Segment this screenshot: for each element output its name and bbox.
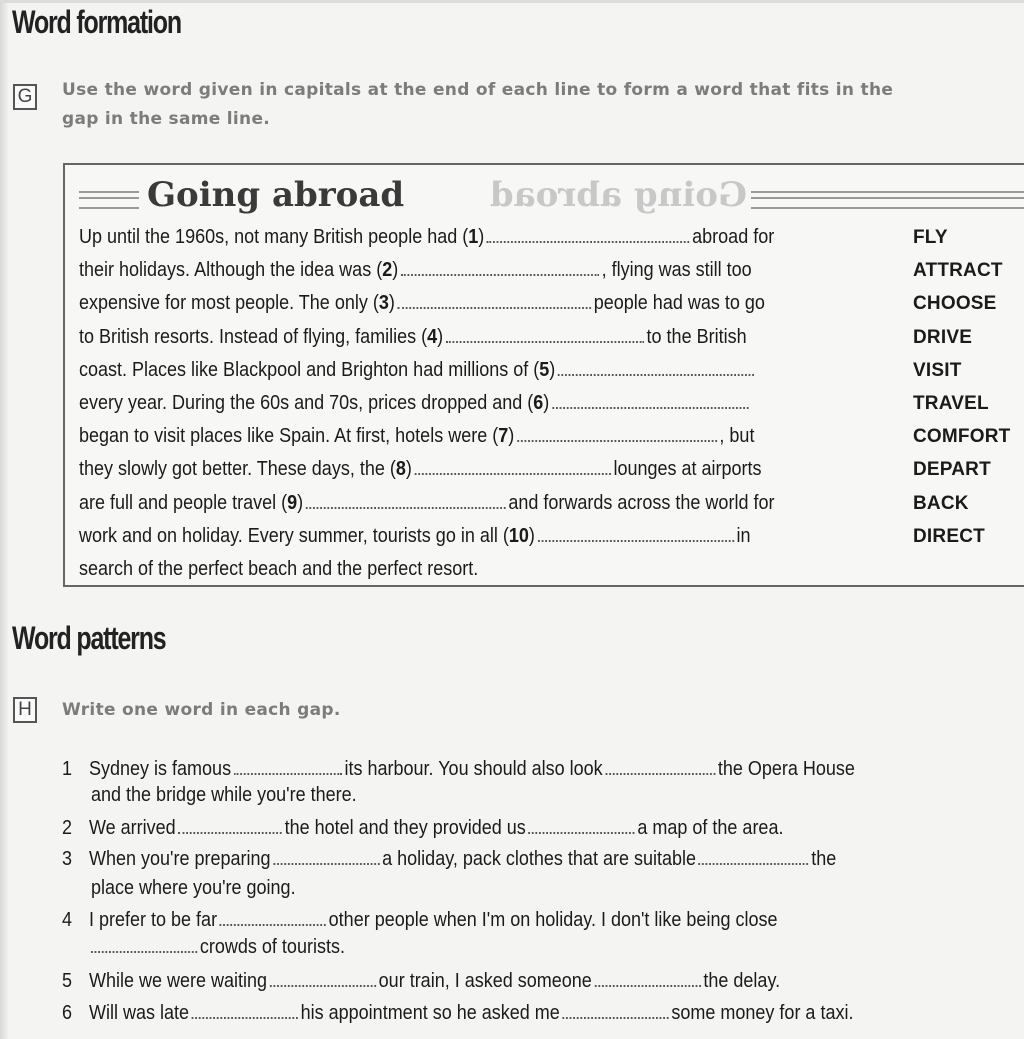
gap-number: 2 [382,259,393,282]
passage-line [79,420,754,453]
passage-text: lounges at airports [613,458,762,481]
answer-gap[interactable] [415,472,611,475]
passage-line [79,387,751,420]
item-text: While we were waiting [89,970,268,992]
gap-number-close: ) [543,392,550,414]
gap-number: 8 [395,458,406,481]
passage-text: are full and people travel ( [79,491,288,514]
passage-title-banner [79,171,1024,221]
title-rule-right [751,191,1024,209]
gap-number-close: ) [508,425,515,448]
answer-gap[interactable] [594,984,700,987]
item-text: When you're preparing [89,848,271,870]
answer-gap[interactable] [446,340,644,343]
item-text: We arrived [89,817,176,839]
passage-title: Going abroad [147,175,405,215]
gap-number: 4 [427,325,438,348]
section-heading-word-patterns: Word patterns [12,620,166,656]
capital-word-cue: DIRECT [913,525,985,547]
capital-word-cue: ATTRACT [913,260,1003,282]
gap-number-close: ) [297,491,304,514]
item-text: other people when I'm on holiday. I don't like being close [328,909,778,931]
passage-line [79,520,750,553]
item-number: 3 [62,848,73,870]
passage-box [63,163,1024,587]
passage-line [79,321,747,354]
passage-text: coast. Places like Blackpool and Brighton had millions of ( [79,358,540,381]
item-number: 4 [62,909,73,931]
gap-number: 5 [539,358,550,381]
gap-number-close: ) [388,292,395,315]
task-letter-h: H [13,697,37,723]
answer-gap[interactable] [220,923,326,926]
item-text: and the bridge while you're there. [91,784,357,806]
capital-word-cue: BACK [913,492,969,514]
answer-gap[interactable] [273,862,379,865]
item-continuation [91,780,357,810]
answer-gap[interactable] [562,1016,668,1019]
item-number: 5 [62,970,73,992]
instruction-h: Write one word in each gap. [62,700,341,720]
answer-gap[interactable] [398,306,592,309]
capital-word-cue: TRAVEL [913,393,989,414]
passage-text: search of the perfect beach and the perfect resort. [79,558,479,580]
item-text: its harbour. You should also look [344,758,603,780]
passage-text: to British resorts. Instead of flying, families ( [79,325,428,348]
passage-line [79,287,765,320]
item-text: Will was late [89,1002,190,1024]
capital-word-cue: FLY [913,227,948,248]
gap-number: 10 [508,524,529,547]
passage-text: work and on holiday. Every summer, tourists go in all ( [79,524,509,547]
item-text: the delay. [703,970,781,992]
answer-gap[interactable] [306,506,506,509]
passage-text: in [736,524,751,547]
capital-word-cue: VISIT [913,359,962,381]
gap-number-close: ) [478,226,485,248]
passage-text: , flying was still too [601,259,752,282]
passage-line [79,354,757,387]
capital-word-cue: DEPART [913,459,991,481]
answer-gap[interactable] [552,406,748,409]
item-number: 1 [62,758,73,780]
page-spine-shadow [0,0,8,1039]
passage-line [79,553,478,586]
answer-gap[interactable] [699,862,809,865]
answer-gap[interactable] [487,240,690,243]
item-text: a holiday, pack clothes that are suitable [382,848,697,870]
item-text: his appointment so he asked me [300,1002,560,1024]
answer-gap[interactable] [234,772,342,775]
item-text: Sydney is famous [89,758,232,780]
passage-line [79,254,752,287]
gap-number: 3 [378,292,389,315]
capital-word-cue: COMFORT [913,426,1011,448]
gap-number: 6 [533,392,544,414]
gap-number: 9 [287,491,298,514]
passage-line [79,221,774,254]
capital-word-cue: DRIVE [913,326,973,348]
page-top-edge [0,0,1024,3]
item-text: place where you're going. [91,877,296,899]
item-continuation [91,932,345,962]
passage-text: every year. During the 60s and 70s, prices dropped and ( [79,392,534,414]
answer-gap[interactable] [401,273,599,276]
gap-number-close: ) [392,259,399,282]
section-heading-word-formation: Word formation [12,4,181,40]
item-text: the hotel and they provided us [284,817,526,839]
gap-number-close: ) [437,325,444,348]
title-rule-left [79,191,139,209]
item-text: some money for a taxi. [671,1002,854,1024]
pattern-item [62,905,778,935]
passage-title-show-through: Going abroad [489,175,747,215]
answer-gap[interactable] [91,950,197,953]
passage-text: they slowly got better. These days, the ( [79,458,396,481]
item-text: our train, I asked someone [378,970,592,992]
passage-text: abroad for [692,226,775,248]
gap-number: 7 [498,425,509,448]
passage-text: to the British [646,325,747,348]
answer-gap[interactable] [517,439,717,442]
passage-text: people had was to go [593,292,765,315]
answer-gap[interactable] [178,831,282,834]
answer-gap[interactable] [538,539,734,542]
gap-number-close: ) [549,358,556,381]
answer-gap[interactable] [528,831,634,834]
task-letter-g: G [13,84,37,110]
passage-line [79,487,774,520]
answer-gap[interactable] [558,373,754,376]
instruction-g: Use the word given in capitals at the end of each line to form a word that fits in the gap in the same line. [62,80,894,129]
capital-word-cue: CHOOSE [913,293,997,315]
item-text: the [811,848,837,870]
item-text: crowds of tourists. [199,936,345,958]
passage-text: and forwards across the world for [508,491,775,514]
pattern-item [62,966,780,996]
pattern-item [62,998,853,1028]
item-text: a map of the area. [637,817,784,839]
pattern-item [62,844,836,874]
item-number: 2 [62,817,73,839]
gap-number-close: ) [405,458,412,481]
passage-text: Up until the 1960s, not many British people had ( [79,226,469,248]
item-number: 6 [62,1002,73,1024]
answer-gap[interactable] [605,772,715,775]
item-text: the Opera House [717,758,855,780]
passage-text: their holidays. Although the idea was ( [79,259,383,282]
item-text: I prefer to be far [89,909,218,931]
answer-gap[interactable] [192,1016,298,1019]
passage-text: expensive for most people. The only ( [79,292,379,315]
passage-text: , but [719,425,755,448]
passage-line [79,453,762,486]
item-continuation [91,873,296,903]
answer-gap[interactable] [270,984,376,987]
pattern-item [62,813,783,843]
passage-text: began to visit places like Spain. At first, hotels were ( [79,425,499,448]
gap-number-close: ) [528,524,535,547]
gap-number: 1 [468,226,479,248]
